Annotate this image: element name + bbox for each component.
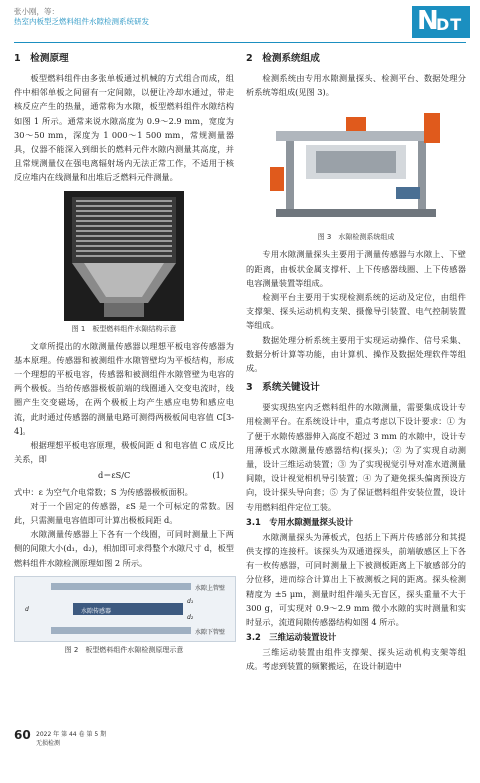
- inspection-system-render: [246, 101, 466, 229]
- gap-d2-label: d₂: [187, 613, 194, 621]
- paragraph: 要实现热室内乏燃料组件的水隙测量，需要集成设计专用检测平台。在系统设计中，重点考虑以下设计要求：① 为了便于水隙传感器伸入高度不超过 3 mm 的水隙中，设计专用薄板式水隙测量传感器结构(探头)；② 为了实现自动测量，设计三维运动装置；③ 为了实现视觉引导对准水道测量间隙，设计视觉相机导引装置；④ 为了避免探头偏离预设方向，设计探头导向套；⑤ 为了保证燃料组件安装位置，设计专用燃料组件定位工装。: [246, 402, 466, 512]
- section-heading-3: 3 系统关键设计: [246, 382, 320, 394]
- gap-d-label: d: [25, 605, 29, 613]
- equation-number: (1): [212, 470, 224, 481]
- header-title: 热室内板型乏燃料组件水隙检测系统研发: [14, 17, 149, 26]
- paragraph: 文章所提出的水隙测量传感器以理想平板电容传感器为基本原理。传感器和被测组件水隙管壁均为平板结构，形成一个理想的平板电容，传感器和被测组件水隙管壁为电容的两个极板。当给传感器极板前端的线圈通入交变电流时，线圈产生交变磁场，在两个极板上均产生感应电势和感应电流，此时通过传感器的测量电路可测得两极板间电容值 C[3-4]。: [14, 340, 234, 436]
- equation-1: [14, 468, 234, 482]
- paragraph: 式中：ε 为空气介电常数；S 为传感器极板面积。: [14, 486, 193, 497]
- journal-name: 无损检测: [36, 740, 61, 747]
- journal-issue: [36, 730, 106, 748]
- paragraph: 检测系统由专用水隙测量探头、检测平台、数据处理分析系统等组成(见图 3)。: [246, 73, 466, 98]
- upper-wall: [51, 583, 191, 590]
- journal-logo: [412, 6, 470, 38]
- paragraph: 三维运动装置由组件支撑架、探头运动机构支架等组成。考虑到装置的频繁搬运，在设计制造中: [246, 647, 466, 672]
- figure-1-caption: 图 1 板型燃料组件水隙结构示意: [71, 324, 177, 333]
- equation-text: d＝εS/C: [98, 470, 131, 481]
- sensor-probe: [73, 603, 183, 615]
- paragraph: 数据处理分析系统主要用于实现运动操作、信号采集、数据分析计算等功能，由计算机、操作及数据处理软件等组成。: [246, 334, 466, 374]
- gap-d1-label: d₁: [187, 597, 194, 605]
- lower-wall: [51, 627, 191, 634]
- paragraph: 根据理想平板电容原理，极板间距 d 和电容值 C 成反比关系，即: [14, 440, 234, 465]
- right-column: [246, 52, 466, 674]
- fuel-assembly-photo: [64, 191, 184, 321]
- upper-wall-label: 水隙上管壁: [195, 584, 226, 592]
- paragraph: 板型燃料组件由多张单板通过机械的方式组合而成，组件中相邻单板之间留有一定间隙，以便让冷却水通过，带走核反应产生的热量，通常称为水隙，板型燃料组件水隙结构如图 1 所示。通常来说水隙高度为 0.9～2.9 mm，宽度为 30～50 mm，深度为 1 000～1 500 mm，常规测量器具，仪器不能深入到细长的燃料元件水隙内测量其高度，并且常规测量仪在强电离辐射场内无法正常工作，不适用于核反应堆内在线测量和出堆后乏燃料元件测量。: [14, 73, 234, 183]
- figure-2-caption: 图 2 板型燃料组件水隙检测原理示意: [64, 645, 184, 654]
- paragraph: 水隙测量探头为薄板式，包括上下两片传感部分和其提供支撑的连接杆。该探头为双通道探头，前端敏感区上下各有一枚传感器，可同时测量上下被测板距离上下敏感部分的分位移，进而综合计算出上下被测板之间的距离。探头检测精度为 ±5 μm，测量时组件端头无盲区，探头重量不大于 300 g，可实现对 0.9～2.9 mm 微小水隙的实时测量和实时显示，流道间隙传感器结构如图 4 所示。: [246, 531, 466, 628]
- page-header: [0, 0, 480, 40]
- lower-wall-label: 水隙下管壁: [195, 628, 226, 636]
- paragraph: 对于一个固定的传感器，εS 是一个可标定的常数。因此，只需测量电容值即可计算出极板间距 d。: [14, 500, 234, 526]
- subsection-heading-3-1: 3.1 专用水隙测量探头设计: [246, 516, 353, 527]
- figure-1-image: [64, 191, 184, 321]
- paragraph: 水隙测量传感器上下各有一个线圈，可同时测量上下两侧的间隙大小(d₁，d₂)，相加即可求得整个水隙尺寸 d，板型燃料组件水隙检测原理如图 2 所示。: [14, 529, 234, 568]
- figure-2-diagram: [14, 576, 236, 642]
- logo-letter-n: N: [417, 6, 439, 36]
- section-heading-2: 2 检测系统组成: [246, 53, 320, 64]
- paragraph: 专用水隙测量探头主要用于测量传感器与水隙上、下壁的距离，由板状金属支撑杆、上下传感器线圈、上下传感器电容测量装置等组成。: [246, 249, 466, 288]
- paragraph: 检测平台主要用于实现检测系统的运动及定位，由组件支撑架、探头运动机构支架、摄像导引装置、电气控制装置等组成。: [246, 292, 466, 331]
- issue-line: 2022 年 第 44 卷 第 5 期: [36, 731, 107, 738]
- page-number: 60: [14, 728, 31, 742]
- logo-letters-dt: DT: [436, 15, 463, 34]
- header-authors: 张小刚，等：: [14, 7, 59, 16]
- left-column: [14, 52, 234, 660]
- header-divider: [14, 42, 466, 43]
- section-heading-1: 1 检测原理: [14, 53, 69, 64]
- subsection-heading-3-2: 3.2 三维运动装置设计: [246, 632, 337, 643]
- figure-3-image: [246, 101, 466, 229]
- figure-3-caption: 图 3 水隙检测系统组成: [317, 233, 395, 242]
- sensor-label: 水隙传感器: [81, 607, 112, 615]
